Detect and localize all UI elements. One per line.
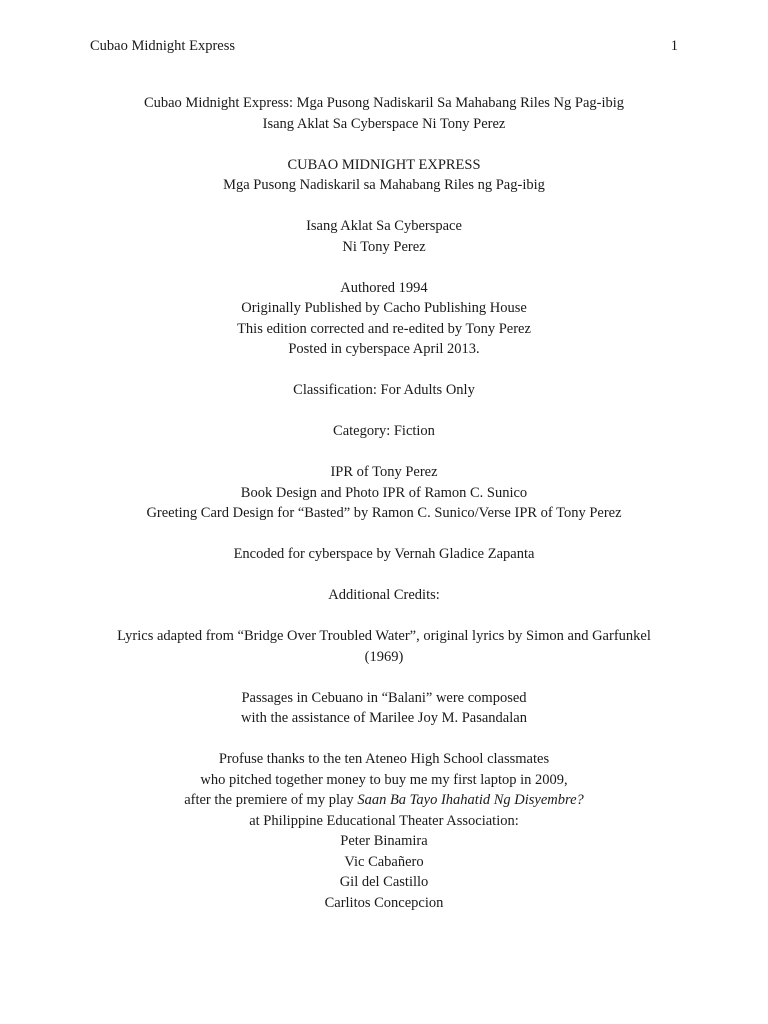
title-line-1: Cubao Midnight Express: Mga Pusong Nadiskaril Sa Mahabang Riles Ng Pag-ibig: [143, 95, 625, 111]
category: Category: Fiction: [333, 423, 435, 439]
page-content: [90, 93, 678, 913]
author-line-2: Ni Tony Perez: [342, 238, 426, 255]
posted-date: Posted in cyberspace April 2013.: [288, 341, 480, 357]
classification: Classification: For Adults Only: [293, 382, 475, 398]
thanks-line-3: [90, 790, 678, 811]
thanks-line-3-prefix: after the premiere of my play: [184, 792, 358, 808]
author-line-1: Isang Aklat Sa Cyberspace: [306, 218, 462, 234]
play-title: Saan Ba Tayo Ihahatid Ng Disyembre?: [357, 792, 584, 808]
ipr-line-3: Greeting Card Design for “Basted” by Ramon C. Sunico/Verse IPR of Tony Perez: [146, 505, 622, 521]
lyrics-credit-line-1: Lyrics adapted from “Bridge Over Troubled Water”, original lyrics by Simon and Garfunkel: [117, 628, 651, 644]
classmate-name: Vic Cabañero: [344, 853, 424, 870]
thanks-line-1: Profuse thanks to the ten Ateneo High School classmates: [218, 751, 550, 767]
thanks-line-2: who pitched together money to buy me my first laptop in 2009,: [200, 771, 568, 788]
classmate-name: Carlitos Concepcion: [324, 894, 444, 911]
main-subtitle: Mga Pusong Nadiskaril sa Mahabang Riles ng Pag-ibig: [223, 177, 545, 193]
encoded-by: Encoded for cyberspace by Vernah Gladice Zapanta: [233, 546, 535, 562]
classmate-name: Gil del Castillo: [339, 874, 429, 890]
main-title: CUBAO MIDNIGHT EXPRESS: [287, 156, 481, 173]
page-number: 1: [670, 38, 678, 54]
edition-note: This edition corrected and re-edited by Tony Perez: [237, 320, 531, 337]
running-head: Cubao Midnight Express: [90, 38, 235, 54]
lyrics-credit-line-2: (1969): [364, 648, 404, 665]
classmate-name: Peter Binamira: [340, 833, 428, 849]
cebuano-credit-line-1: Passages in Cebuano in “Balani” were composed: [241, 689, 527, 706]
original-publisher: Originally Published by Cacho Publishing House: [241, 300, 527, 316]
title-line-2: Isang Aklat Sa Cyberspace Ni Tony Perez: [262, 115, 506, 132]
thanks-line-4: at Philippine Educational Theater Association:: [249, 812, 519, 829]
cebuano-credit-line-2: with the assistance of Marilee Joy M. Pasandalan: [241, 710, 527, 726]
authored-year: Authored 1994: [340, 279, 428, 296]
additional-credits-heading: Additional Credits:: [328, 587, 440, 603]
ipr-line-2: Book Design and Photo IPR of Ramon C. Sunico: [240, 484, 528, 501]
ipr-line-1: IPR of Tony Perez: [330, 464, 438, 480]
